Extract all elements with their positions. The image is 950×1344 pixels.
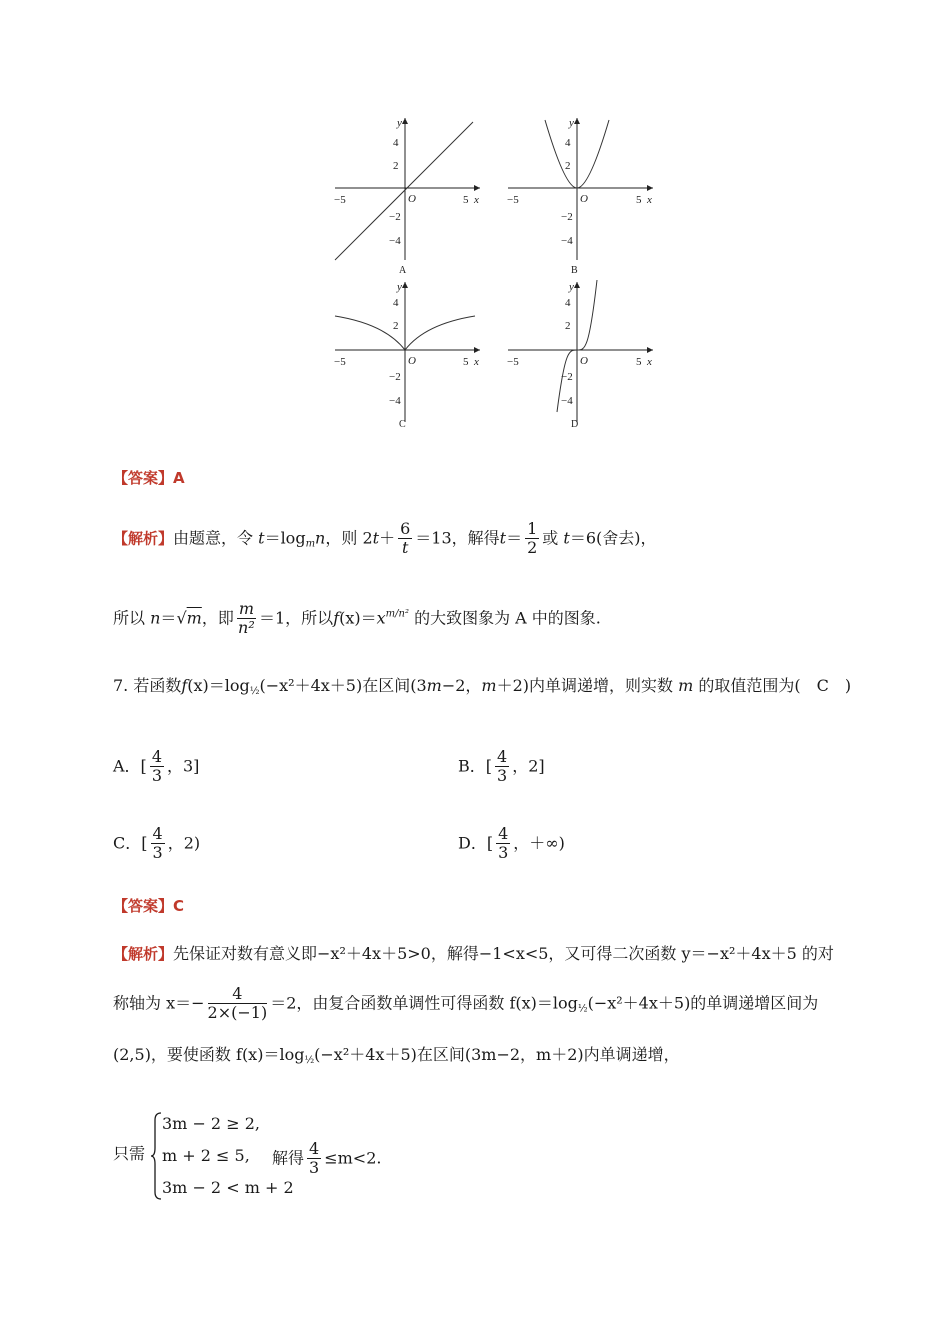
y-axis-label: y [397,117,402,129]
var-m: m [426,676,442,695]
answer-value: C [173,897,185,915]
tick-y4: 4 [393,137,399,149]
denominator: 3 [497,766,508,786]
denominator: n² [238,618,255,638]
text: ＝log [264,528,306,548]
log-base: ½ [304,1055,315,1066]
tick-y4: 4 [565,297,571,309]
tick-yn2: −2 [561,211,573,223]
graph-panel-d [507,280,653,430]
text: 由题意，令 [173,528,254,548]
tick-xmin: −5 [334,194,346,206]
option-text: ，2] [512,756,545,776]
origin-label: O [580,193,588,205]
tick-xmax: 5 [636,194,642,206]
var-n: n [315,528,326,548]
graph-panel-b [507,117,653,276]
option-text: ，＋∞) [513,833,565,853]
tick-y4: 4 [393,297,399,309]
panel-label-b: B [571,265,578,276]
tick-y2: 2 [565,160,571,172]
text: −2， [441,676,482,695]
text: 先保证对数有意义即−x²＋4x＋5>0，解得−1<x<5，又可得二次函数 y＝−x²＋4x＋5 的对 [173,944,834,963]
fraction [525,520,539,558]
sqrt-sign: √ [176,608,187,628]
left-brace-icon [150,1112,162,1200]
inequality-row: 3m − 2 ≥ 2, [162,1114,260,1133]
fraction [208,985,268,1023]
text: (−x²＋4x＋5)在区间(3 [259,676,427,695]
y-axis-label: y [569,281,574,293]
text: (x)＝log [187,676,250,695]
text: 的取值范围为( C ) [698,676,852,695]
tick-yn2: −2 [389,211,401,223]
x-axis-label: x [647,194,652,206]
y-axis-label: y [397,281,402,293]
tick-xmax: 5 [636,356,642,368]
text: ＋2)内单调递增，则实数 [496,676,674,695]
text: ＝1，所以 [259,608,334,628]
analysis-1-line-2 [113,600,601,638]
tick-xmin: −5 [334,356,346,368]
graphs-svg [325,110,665,430]
text: ＝ [506,528,523,548]
text: 或 [542,528,559,548]
answer-value: A [173,469,185,487]
text: (−x²＋4x＋5)在区间(3m−2，m＋2)内单调递增， [314,1045,680,1064]
analysis-2-line-2 [113,985,818,1023]
answer-2 [113,898,184,914]
exponent: m/n² [385,608,409,620]
tick-yn2: −2 [561,371,573,383]
var-t: t [563,528,570,548]
function-graphs [325,110,665,430]
x-axis-label: x [474,194,479,206]
fraction [151,825,165,863]
tick-xmin: −5 [507,356,519,368]
answer-tag: 【答案】 [113,469,174,487]
var-m: m [186,608,202,628]
var-f: f [181,676,188,695]
fraction [496,825,510,863]
numerator: 4 [151,747,162,766]
option-c[interactable] [113,825,200,863]
fraction [495,748,509,786]
analysis-1-line-1 [113,520,657,558]
option-text: ，2) [167,833,201,853]
tick-y2: 2 [393,320,399,332]
text: ＝6(舍去)， [569,528,657,548]
tick-xmax: 5 [463,356,469,368]
text: 7. 若函数 [113,676,182,695]
origin-label: O [408,355,416,367]
numerator: 4 [497,747,508,766]
var-t: t [499,528,507,548]
var-t: t [258,528,265,548]
var-x: x [376,608,386,628]
text: (−x²＋4x＋5)的单调递增区间为 [587,993,819,1013]
var-m: m [678,676,694,695]
option-label: B．[ [458,756,493,776]
option-d[interactable] [458,825,565,863]
var-t: t [372,528,380,548]
panel-label-a: A [399,265,407,276]
inequality-row: m + 2 ≤ 5, [162,1146,250,1165]
tick-xmax: 5 [463,194,469,206]
denominator: 3 [309,1158,320,1178]
text: 只需 [113,1144,146,1163]
text: 所以 [113,608,146,628]
analysis-tag: 【解析】 [113,529,174,548]
fraction [398,520,412,558]
option-text: ，3] [167,756,200,776]
tick-yn4: −4 [389,395,401,407]
numerator: 4 [498,824,509,843]
analysis-2-line-4-result [272,1140,381,1178]
x-axis-label: x [474,356,479,368]
tick-yn4: −4 [561,395,573,407]
numerator: m [238,599,254,618]
tick-y4: 4 [565,137,571,149]
text: (2,5)，要使函数 f(x)＝log [113,1045,305,1064]
text: ＝2，由复合函数单调性可得函数 f(x)＝log [270,993,578,1013]
answer-1 [113,470,185,486]
tick-yn4: −4 [389,235,401,247]
var-m: m [481,676,497,695]
text: ，则 2 [325,528,373,548]
tick-y2: 2 [565,320,571,332]
graph-panel-c [334,281,480,430]
analysis-2-line-4-lead [113,1146,145,1162]
option-label: D．[ [458,833,494,853]
tick-xmin: −5 [507,194,519,206]
text: (x)＝ [339,608,377,628]
panel-label-c: C [399,419,406,430]
denominator: 2 [527,538,538,558]
text: 称轴为 x＝− [113,993,205,1013]
analysis-2-line-3 [113,1047,680,1066]
text: ＝ [160,608,177,628]
numerator: 4 [309,1139,320,1158]
fraction [307,1140,321,1178]
numerator: 4 [152,824,163,843]
tick-yn2: −2 [389,371,401,383]
tick-yn4: −4 [561,235,573,247]
option-b[interactable] [458,748,545,786]
text: 解得 [272,1148,305,1168]
denominator: 3 [152,843,163,863]
var-n: n [150,608,161,628]
numerator: 4 [208,985,268,1004]
analysis-tag: 【解析】 [113,945,174,963]
text: ≤m<2. [324,1148,382,1168]
numerator: 6 [400,519,411,538]
fraction [237,600,256,638]
option-a[interactable] [113,748,199,786]
text: ＝13，解得 [415,528,500,548]
text: ＋ [379,528,396,548]
panel-label-d: D [571,419,579,430]
tick-y2: 2 [393,160,399,172]
inequality-row: 3m − 2 < m + 2 [162,1178,294,1197]
origin-label: O [408,193,416,205]
option-label: C．[ [113,833,148,853]
graph-panel-a [334,117,480,276]
option-label: A．[ [113,756,147,776]
question-7 [113,678,851,697]
denominator: t [401,538,409,558]
numerator: 1 [527,519,538,538]
fraction [150,748,164,786]
denominator: 3 [151,766,162,786]
answer-tag: 【答案】 [113,897,174,915]
log-base: ½ [577,1003,588,1015]
origin-label: O [580,355,588,367]
denominator: 2×(−1) [207,1003,268,1023]
log-base: ½ [249,686,260,697]
denominator: 3 [498,843,509,863]
x-axis-label: x [647,356,652,368]
var-f: f [333,608,340,628]
y-axis-label: y [569,117,574,129]
log-base: m [305,538,316,550]
analysis-2-line-1 [113,946,834,962]
text: 的大致图象为 A 中的图象. [414,608,601,628]
text: ，即 [201,608,234,628]
